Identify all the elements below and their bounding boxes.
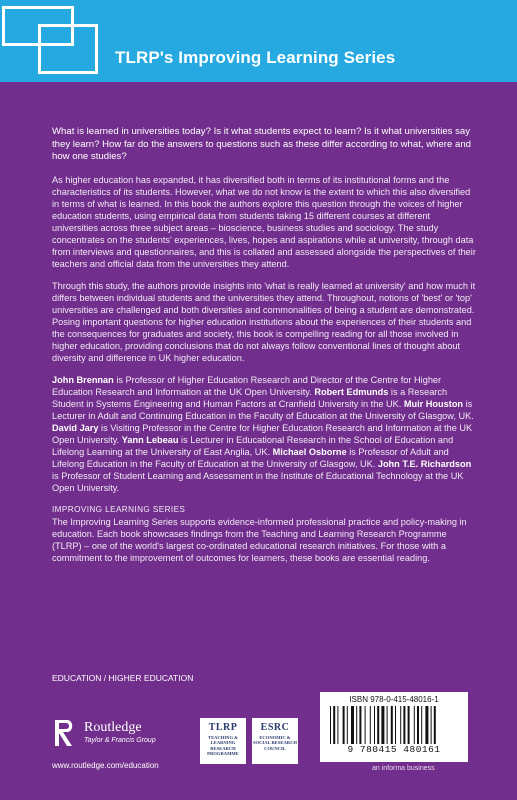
esrc-logo (252, 718, 298, 764)
author-bios (52, 374, 476, 494)
author-name: Robert Edmunds (314, 386, 389, 397)
barcode-bar (425, 706, 428, 744)
barcode-bar (359, 706, 361, 744)
author-bio: is Visiting Professor in the Centre for Higher Education Research and Information at the UK Open University. (52, 422, 473, 445)
author-bio: is Lecturer in Adult and Continuing Education in the Faculty of Education at the University of Glasgow, UK. (52, 398, 474, 421)
barcode-bar (347, 706, 348, 744)
routledge-logo (52, 718, 172, 750)
barcode-bar (400, 706, 401, 744)
informa-tagline: an informa business (372, 765, 435, 772)
tlrp-text: TEACHING & LEARNING RESEARCH PROGRAMME (207, 735, 239, 757)
barcode-bar (333, 706, 335, 744)
barcode-bar (434, 706, 436, 744)
isbn: ISBN 978-0-415-48016-1 (349, 695, 439, 704)
series-title: TLRP's Improving Learning Series (115, 48, 396, 67)
square-outline-graphic (38, 24, 98, 74)
barcode-bar (431, 706, 432, 744)
barcode-bar (370, 706, 371, 744)
barcode-graphic (328, 706, 460, 744)
barcode-bar (408, 706, 410, 744)
body-paragraph: Through this study, the authors provide insights into 'what is really learned at university' and how much it differs between individual students and the universities they attend. Throughout, notions of 'best' or 'top' universities are challenged and both diversities and commonalities of being a student are demonstrated. Posing important questions for higher education institutions about the experiences of their students and the consequences for graduates and society, this book is compelling reading for all those involved in higher education, providing conclusions that do not always follow conventional lines of thought about diversity and difference in UK higher education. (52, 280, 476, 363)
publisher-group: Taylor & Francis Group (84, 737, 156, 744)
barcode-number: 9 780415 480161 (347, 744, 441, 755)
barcode-bar (417, 706, 419, 744)
esrc-text: ECONOMIC & SOCIAL RESEARCH COUNCIL (252, 735, 298, 751)
barcode-bar (365, 706, 366, 744)
author-bio: is Lecturer in Educational Research in the School of Education and Lifelong Learning at the University of East Anglia, UK. (52, 434, 454, 457)
barcode-bar (391, 706, 393, 744)
barcode-bar (343, 706, 345, 744)
barcode-bar (381, 706, 384, 744)
author-bio: is Professor of Higher Education Research and Director of the Centre for Higher Education Research and Information at the UK Open University. (52, 374, 442, 397)
back-cover-text (52, 126, 476, 574)
body-paragraph: As higher education has expanded, it has diversified both in terms of its institutional forms and the characteristics of its students. However, what we do not know is the extent to which this also diversified in terms of what is learned. In this book the authors explore this question through the voices of higher education students, using empirical data from students taking 15 different courses at different universities across three subject areas – bioscience, business studies and sociology. The study concentrates on the students' experiences, lives, hopes and aspirations while at university, through data from interviews and questionnaires, and this is collated and assessed alongside the perspectives of their teachers and official data from the universities they attend. (52, 174, 476, 269)
barcode-bar (374, 706, 375, 744)
author-name: Yann Lebeau (121, 434, 179, 445)
barcode-bar (356, 706, 357, 744)
series-description: The Improving Learning Series supports evidence-informed professional practice and policy-making in education. Each book showcases findings from the Teaching and Learning Research Programme (TLRP) – one of the world's largest co-ordinated educational research initiatives. For those with a commitment to the improvement of outcomes for learners, these books are essential reading. (52, 516, 467, 563)
subject-category: EDUCATION / HIGHER EDUCATION (52, 673, 194, 683)
author-bio: is Professor of Student Learning and Assessment in the Institute of Educational Technology at the UK Open University. (52, 470, 464, 493)
author-name: John T.E. Richardson (377, 458, 472, 469)
barcode-bar (421, 706, 422, 744)
author-name: John Brennan (52, 374, 114, 385)
barcode-bar (414, 706, 415, 744)
barcode-bar (377, 706, 379, 744)
barcode-bar (403, 706, 405, 744)
series-heading: IMPROVING LEARNING SERIES (52, 504, 186, 514)
publisher-url[interactable]: www.routledge.com/education (52, 761, 159, 770)
barcode-bar (395, 706, 396, 744)
barcode-bar (387, 706, 388, 744)
lead-paragraph: What is learned in universities today? Is it what students expect to learn? Is it what universities say they learn? How far do the answers to questions such as these differ according to what, where and how one studies? (52, 126, 471, 162)
tlrp-abbr: TLRP (208, 722, 238, 733)
esrc-abbr: ESRC (260, 722, 290, 733)
author-bio: is a Research Student in Systems Engineering and Human Factors at Cranfield University in the UK. (52, 386, 448, 409)
author-bio: is Professor of Adult and Lifelong Education in the Faculty of Education at the University of Glasgow, UK. (52, 446, 449, 469)
publisher-name: Routledge (84, 720, 142, 735)
author-name: Michael Osborne (272, 446, 347, 457)
author-name: Muir Houston (403, 398, 464, 409)
author-name: David Jary (52, 422, 99, 433)
tlrp-logo (200, 718, 246, 764)
barcode-panel (320, 692, 468, 762)
barcode-bar (351, 706, 354, 744)
barcode-bar (330, 706, 331, 744)
series-header (0, 0, 517, 82)
barcode-bar (337, 706, 338, 744)
routledge-r-icon (52, 718, 78, 748)
